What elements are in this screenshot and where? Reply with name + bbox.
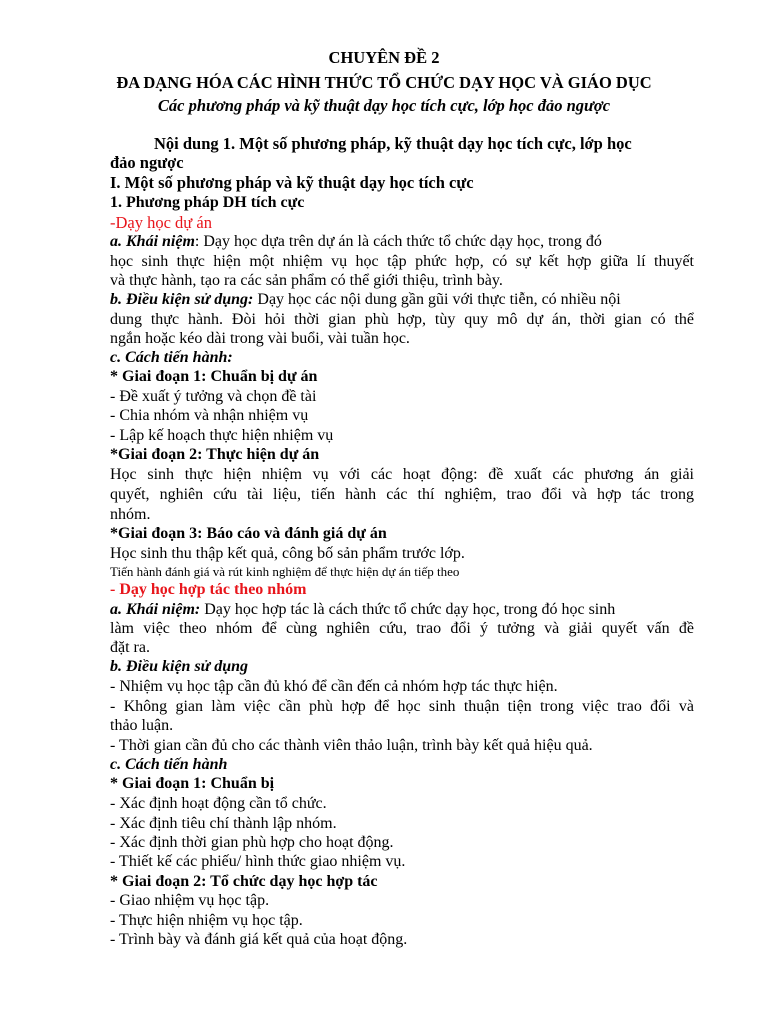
list-item-cont: thảo luận. [110,717,174,734]
stage-heading: * Giai đoạn 2: Tổ chức dạy học hợp tác [110,873,378,890]
list-item: - Chia nhóm và nhận nhiệm vụ [110,407,309,424]
paragraph-line: dung thực hành. Đòi hỏi thời gian phù hợp, tùy quy mô dự án, thời gian có thể [110,311,694,328]
list-item: - Thiết kế các phiếu/ hình thức giao nhiệm vụ. [110,853,406,870]
document-title: CHUYÊN ĐỀ 2 [328,48,440,67]
section-heading-1: 1. Phương pháp DH tích cực [110,194,305,211]
label-concept: a. Khái niệm [110,233,195,250]
paragraph-line: làm việc theo nhóm để cùng nghiên cứu, trao đổi ý tưởng và giải quyết vấn đề [110,620,694,637]
paragraph-line: Học sinh thu thập kết quả, công bố sản phẩm trước lớp. [110,545,465,562]
method-heading-group: - Dạy học hợp tác theo nhóm [110,581,307,598]
list-item: - Xác định tiêu chí thành lập nhóm. [110,815,337,832]
text-span: Dạy học hợp tác là cách thức tổ chức dạy học, trong đó học sinh [200,601,616,618]
stage-heading: *Giai đoạn 2: Thực hiện dự án [110,446,320,463]
stage-heading: * Giai đoạn 1: Chuẩn bị [110,775,275,792]
label-concept: a. Khái niệm: [110,601,201,618]
stage-heading: * Giai đoạn 1: Chuẩn bị dự án [110,368,318,385]
paragraph-line: ngắn hoặc kéo dài trong vài buổi, vài tuần học. [110,330,410,347]
list-item: - Thực hiện nhiệm vụ học tập. [110,912,303,929]
label-conditions: b. Điều kiện sử dụng [110,658,249,675]
paragraph-line: nhóm. [110,506,151,523]
list-item: - Trình bày và đánh giá kết quả của hoạt động. [110,931,408,948]
list-item: - Xác định thời gian phù hợp cho hoạt động. [110,834,394,851]
label-conditions: b. Điều kiện sử dụng: [110,291,254,308]
label-procedure: c. Cách tiến hành: [110,349,233,366]
list-item: - Xác định hoạt động cần tổ chức. [110,795,327,812]
paragraph-line: học sinh thực hiện một nhiệm vụ học tập phức hợp, có sự kết hợp giữa lí thuyết [110,253,694,270]
paragraph-line [110,232,602,251]
paragraph-line [110,600,615,619]
paragraph-line: Học sinh thực hiện nhiệm vụ với các hoạt động: đề xuất các phương án giải [110,466,694,483]
method-heading-project: -Dạy học dự án [110,213,212,232]
paragraph-line [110,290,621,309]
list-item: - Thời gian cần đủ cho các thành viên thảo luận, trình bày kết quả hiệu quả. [110,737,593,754]
text-span: Dạy học các nội dung gần gũi với thực tiễn, có nhiều nội [253,291,621,308]
list-item: - Không gian làm việc cần phù hợp để học sinh thuận tiện trong việc trao đổi và [110,698,694,715]
section-heading-I: I. Một số phương pháp và kỹ thuật dạy học tích cực [110,173,474,192]
list-item: - Nhiệm vụ học tập cần đủ khó để cần đến cả nhóm hợp tác thực hiện. [110,678,558,695]
label-procedure: c. Cách tiến hành [110,756,228,773]
paragraph-line: quyết, nghiên cứu tài liệu, tiến hành các thí nghiệm, trao đổi và hợp tác trong [110,486,694,503]
paragraph-line: và thực hành, tạo ra các sản phẩm có thể giới thiệu, trình bày. [110,272,503,289]
list-item: - Đề xuất ý tưởng và chọn đề tài [110,388,317,405]
list-item: - Lập kế hoạch thực hiện nhiệm vụ [110,427,334,444]
paragraph-line: đặt ra. [110,639,150,656]
text-span: : Dạy học dựa trên dự án là cách thức tổ chức dạy học, trong đó [194,233,602,250]
document-subtitle: ĐA DẠNG HÓA CÁC HÌNH THỨC TỔ CHỨC DẠY HỌC VÀ GIÁO DỤC [116,73,652,92]
paragraph-line: Tiến hành đánh giá và rút kinh nghiệm để thực hiện dự án tiếp theo [110,564,460,579]
content-heading-cont: đảo ngược [110,153,184,172]
list-item: - Giao nhiệm vụ học tập. [110,892,270,909]
document-subtitle-2: Các phương pháp và kỹ thuật dạy học tích cực, lớp học đảo ngược [157,96,611,115]
content-heading: Nội dung 1. Một số phương pháp, kỹ thuật dạy học tích cực, lớp học [154,134,632,153]
stage-heading: *Giai đoạn 3: Báo cáo và đánh giá dự án [110,525,387,542]
